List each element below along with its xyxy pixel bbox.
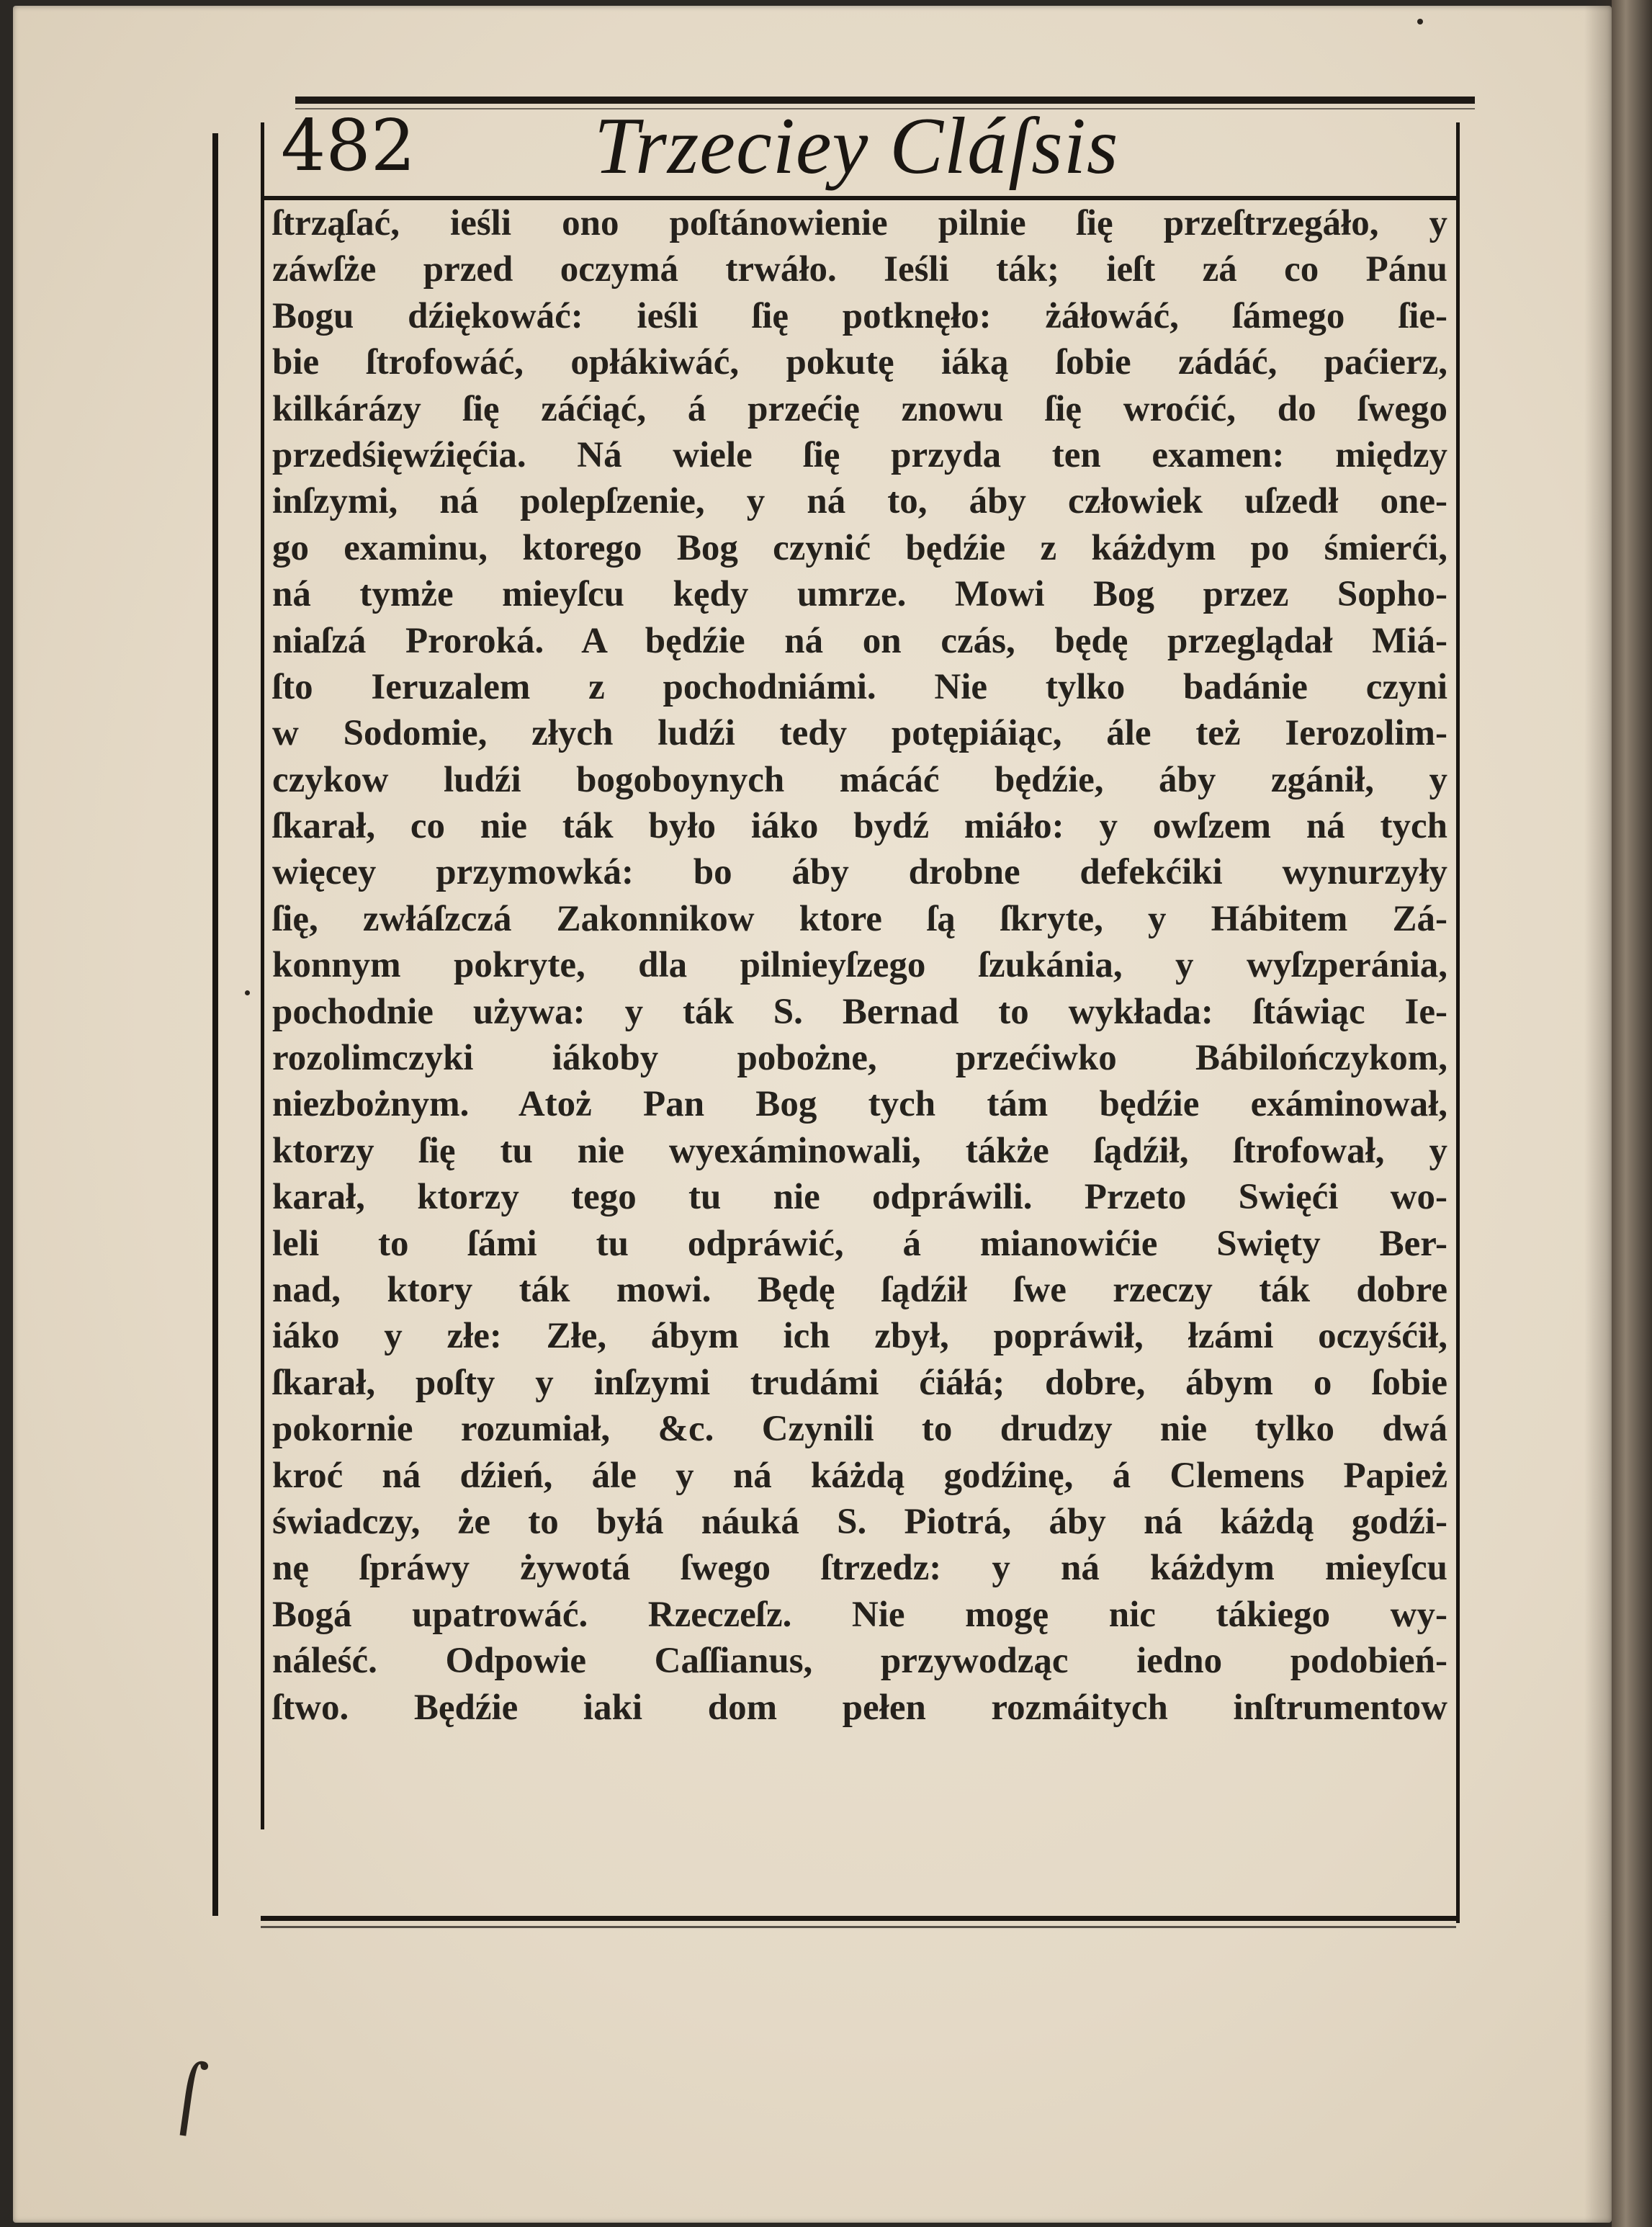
text-line: kilkárázy ſię záćiąć, á przećię znowu ſię wroćić, do ſwego (272, 388, 1447, 429)
frame-left-rule (212, 133, 218, 1916)
text-line: pochodnie używa: y ták S. Bernad to wykłada: ſtáwiąc Ie- (272, 991, 1447, 1032)
text-line: ná tymże mieyſcu kędy umrze. Mowi Bog przez Sopho- (272, 574, 1447, 615)
text-line: ſtwo. Będźie iaki dom pełen rozmáitych inſtrumentow (272, 1687, 1447, 1728)
text-line: czykow ludźi bogoboynych mácáć będźie, áby zgánił, y (272, 759, 1447, 800)
margin-pen-mark: ⌠ (166, 2058, 210, 2138)
text-line: niezbożnym. Atoż Pan Bog tych tám będźie exáminował, (272, 1084, 1447, 1125)
text-line: konnym pokryte, dla pilnieyſzego ſzukánia, y wyſzperánia, (272, 945, 1447, 986)
book-gutter (1612, 0, 1652, 2227)
text-line: niaſzá Proroká. A będźie ná on czás, będę przeglądał Miá- (272, 620, 1447, 661)
text-line: karał, ktorzy tego tu nie odpráwili. Przeto Swięći wo- (272, 1177, 1447, 1218)
text-line: pokornie rozumiał, &c. Czynili to drudzy nie tylko dwá (272, 1409, 1447, 1450)
page-number: 482 (281, 105, 416, 187)
text-line: w Sodomie, złych ludźi tedy potępiáiąc, ále też Ierozolim- (272, 713, 1447, 754)
text-line: ktorzy ſię tu nie wyexáminowali, tákże ſądźił, ſtrofował, y (272, 1130, 1447, 1171)
ink-speck (245, 990, 250, 995)
text-line: záwſże przed oczymá trwáło. Ieśli ták; ieſt zá co Pánu (272, 249, 1447, 290)
text-line: ſto Ieruzalem z pochodniámi. Nie tylko badánie czyni (272, 666, 1447, 707)
bottom-rule-thin (261, 1926, 1456, 1928)
text-line: nę ſpráwy żywotá ſwego ſtrzedz: y ná káżdym mieyſcu (272, 1548, 1447, 1589)
text-line: leli to ſámi tu odpráwić, á mianowićie Swięty Ber- (272, 1223, 1447, 1264)
text-line: ſtrząſać, ieśli ono poſtánowienie pilnie ſię przeſtrzegáło, y (272, 203, 1447, 243)
text-line: rozolimczyki iákoby pobożne, przećiwko Bábilończykom, (272, 1038, 1447, 1079)
running-title: Trzeciey Cláſsis (594, 102, 1119, 191)
text-line: nad, ktory ták mowi. Będę ſądźił ſwe rzeczy ták dobre (272, 1269, 1447, 1310)
text-line: więcey przymowká: bo áby drobne defekćiki wynurzyły (272, 852, 1447, 893)
text-line: Bogá upatrowáć. Rzeczeſz. Nie mogę nic tákiego wy- (272, 1594, 1447, 1635)
frame-right-rule (1456, 122, 1460, 1923)
text-line: przedśięwźięćia. Ná wiele ſię przyda ten examen: między (272, 434, 1447, 475)
body-text (272, 200, 1453, 1731)
text-line: świadczy, że to byłá náuká S. Piotrá, áby ná káżdą godźi- (272, 1501, 1447, 1542)
text-line: ſię, zwłáſzczá Zakonnikow ktore ſą ſkryte, y Hábitem Zá- (272, 898, 1447, 939)
bottom-rule (261, 1916, 1456, 1921)
ink-speck (1417, 19, 1423, 24)
page-gutter-shadow (1584, 0, 1613, 2227)
text-line: náleść. Odpowie Caſſianus, przywodząc iedno podobień- (272, 1641, 1447, 1682)
text-line: ſkarał, co nie ták było iáko bydź miáło: y owſzem ná tych (272, 806, 1447, 847)
text-line: kroć ná dźień, ále y ná káżdą godźinę, á Clemens Papież (272, 1455, 1447, 1496)
text-line: ſkarał, poſty y inſzymi trudámi ćiáłá; dobre, ábym o ſobie (272, 1362, 1447, 1403)
text-line: inſzymi, ná polepſzenie, y ná to, áby człowiek uſzedł one- (272, 481, 1447, 522)
text-line: Bogu dźiękowáć: ieśli ſię potknęło: żáłowáć, ſámego ſie- (272, 295, 1447, 336)
page-header (266, 101, 1447, 194)
text-line: iáko y złe: Złe, ábym ich zbył, popráwił, łzámi oczyśćił, (272, 1316, 1447, 1357)
frame-inner-left-rule (261, 122, 264, 1829)
text-line: go examinu, ktorego Bog czynić będźie z káżdym po śmierći, (272, 527, 1447, 568)
text-line: bie ſtrofowáć, opłákiwáć, pokutę iáką ſobie zádáć, paćierz, (272, 342, 1447, 383)
